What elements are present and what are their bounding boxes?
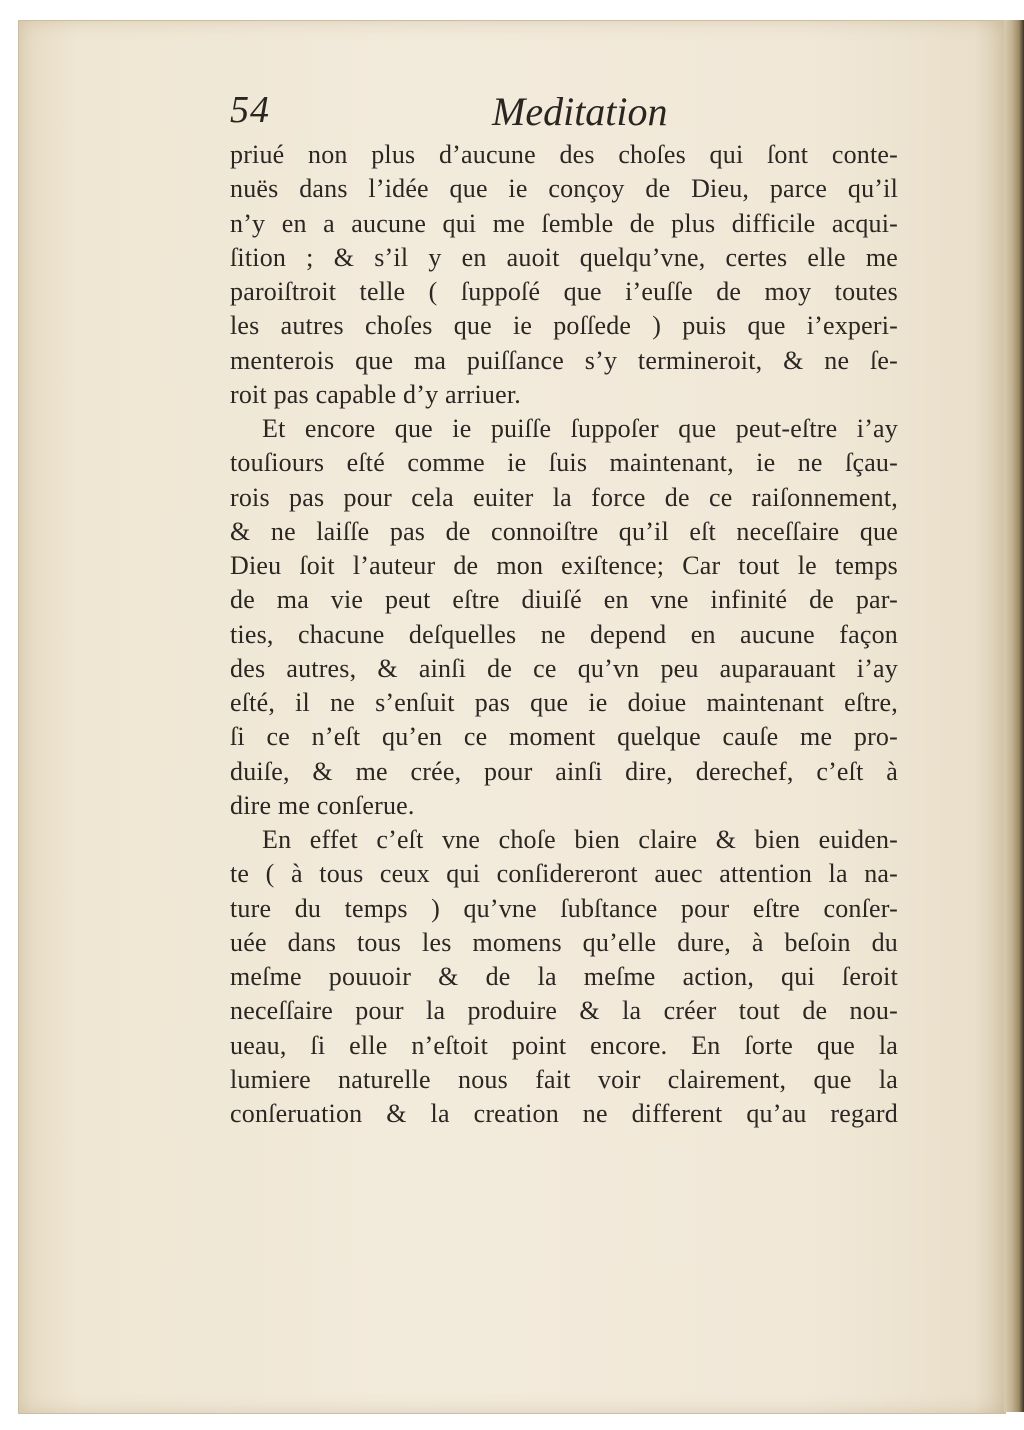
text-line: neceſſaire pour la produire & la créer tout de nou- xyxy=(230,996,898,1026)
text-line: ſition ; & s’il y en auoit quelqu’vne, certes elle me xyxy=(230,242,898,272)
text-line: ueau, ſi elle n’eſtoit point encore. En ſorte que la xyxy=(230,1030,898,1060)
running-title: Meditation xyxy=(492,89,668,134)
text-line: lumiere naturelle nous fait voir clairement, que la xyxy=(230,1064,898,1094)
paragraph-start-line: En effet c’eſt vne choſe bien claire & bien euiden- xyxy=(262,825,898,854)
text-line: les autres choſes que ie poſſede ) puis que i’experi- xyxy=(230,311,898,341)
text-line: menterois que ma puiſſance s’y termineroit, & ne ſe- xyxy=(230,345,898,375)
body-text xyxy=(230,138,898,1131)
text-line: conſeruation & la creation ne different qu’au regard xyxy=(230,1099,898,1128)
text-line: Dieu ſoit l’auteur de mon exiſtence; Car tout le temps xyxy=(230,551,898,580)
text-line: rois pas pour cela euiter la force de ce raiſonnement, xyxy=(230,482,898,512)
text-line: meſme pouuoir & de la meſme action, qui ſeroit xyxy=(230,962,898,991)
page-number: 54 xyxy=(230,89,270,131)
text-line: touſiours eſté comme ie ſuis maintenant, ie ne ſçau- xyxy=(230,448,898,478)
paragraph-start-line: Et encore que ie puiſſe ſuppoſer que peut-eſtre i’ay xyxy=(262,414,898,443)
text-line: duiſe, & me crée, pour ainſi dire, derechef, c’eſt à xyxy=(230,756,898,786)
text-line: dire me conſerue. xyxy=(230,790,415,820)
text-line: n’y en a aucune qui me ſemble de plus difficile acqui- xyxy=(230,208,898,238)
text-line: ture du temps ) qu’vne ſubſtance pour eſtre conſer- xyxy=(230,893,898,923)
text-line: ties, chacune deſquelles ne depend en aucune façon xyxy=(230,619,898,649)
text-line: eſté, il ne s’enſuit pas que ie doiue maintenant eſtre, xyxy=(230,688,898,717)
text-line: des autres, & ainſi de ce qu’vn peu auparauant i’ay xyxy=(230,653,898,683)
text-line: nuës dans l’idée que ie conçoy de Dieu, parce qu’il xyxy=(230,174,898,204)
text-line: paroiſtroit telle ( ſuppoſé que i’euſſe de moy toutes xyxy=(230,277,898,306)
text-line: uée dans tous les momens qu’elle dure, à beſoin du xyxy=(230,927,898,957)
text-line: te ( à tous ceux qui conſidereront auec attention la na- xyxy=(230,859,898,889)
text-line: ſi ce n’eſt qu’en ce moment quelque cauſe me pro- xyxy=(230,722,898,752)
text-line: roit pas capable d’y arriuer. xyxy=(230,379,521,409)
text-line: & ne laiſſe pas de connoiſtre qu’il eſt neceſſaire que xyxy=(230,516,898,546)
running-head xyxy=(230,88,900,136)
text-line: de ma vie peut eſtre diuiſé en vne infinité de par- xyxy=(230,585,898,615)
page-edge xyxy=(1004,20,1024,1412)
text-line: priué non plus d’aucune des choſes qui ſont conte- xyxy=(230,140,898,169)
